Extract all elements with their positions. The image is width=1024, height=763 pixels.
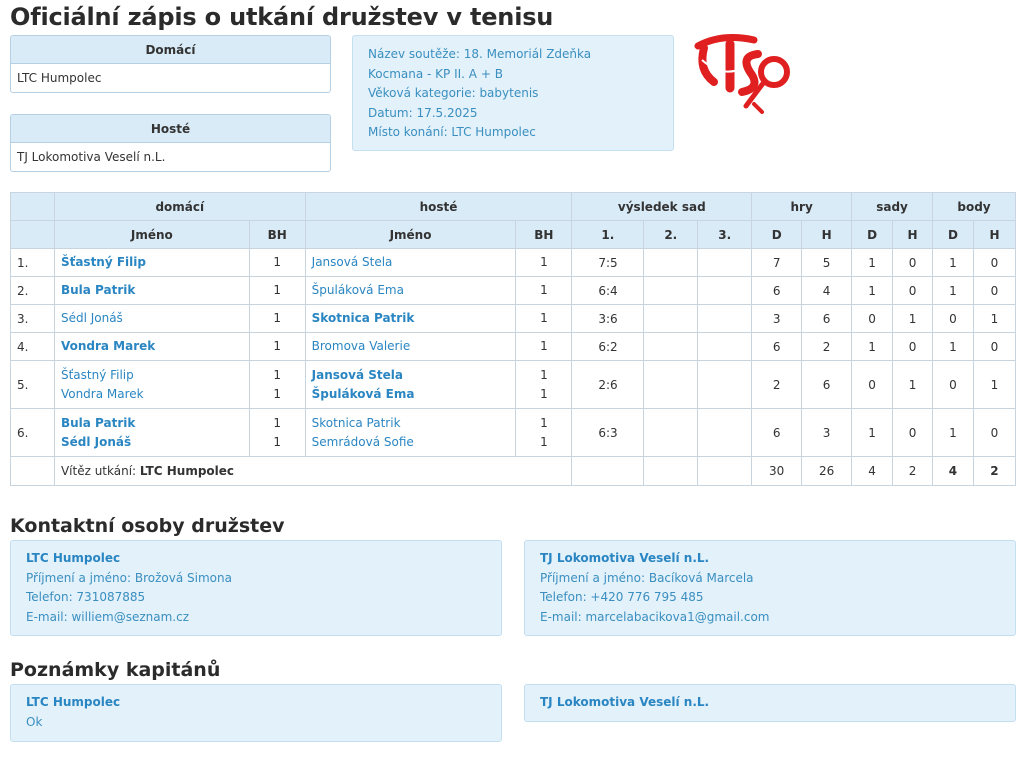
set-3-score [698,305,752,333]
guest-bh-cell [516,305,572,333]
table-row [11,361,1016,409]
games-d: 2 [752,361,802,409]
sets-h: 0 [893,249,933,277]
home-bh-value: 1 [273,283,281,297]
total-corner [11,457,55,486]
home-bh-cell [249,361,305,409]
set-1-score: 2:6 [572,361,644,409]
table-sub-header-row [11,221,1016,249]
header-guest-bh: BH [516,221,572,249]
guest-player-link[interactable]: Špuláková Ema [311,386,415,401]
header-corner-2 [11,221,55,249]
home-player-link[interactable]: Sédl Jonáš [60,434,132,449]
header-points: body [933,193,1016,221]
points-h: 0 [973,409,1015,457]
guest-player-link[interactable]: Špuláková Ema [311,283,404,297]
total-games-h: 26 [802,457,852,486]
points-d: 0 [933,305,974,333]
match-number: 4. [11,333,55,361]
set-1-score: 3:6 [572,305,644,333]
set-3-score [698,249,752,277]
guest-bh-cell [516,333,572,361]
total-set-2 [644,457,698,486]
match-winner-cell [54,457,571,486]
total-row [11,457,1016,486]
home-players-cell [54,333,249,361]
results-table [10,192,1016,486]
home-team-name: LTC Humpolec [17,71,102,85]
games-h: 6 [802,305,852,333]
points-d: 1 [933,409,974,457]
sets-d: 1 [852,277,893,305]
home-notes-team: LTC Humpolec [26,695,121,709]
total-set-3 [698,457,752,486]
table-row [11,333,1016,361]
set-3-score [698,333,752,361]
header-games-h: H [802,221,852,249]
guest-notes-box [524,684,1016,722]
home-bh-cell [249,409,305,457]
points-d: 0 [933,361,974,409]
guest-contact-phone: Telefon: +420 776 795 485 [540,590,704,604]
guest-players-cell [305,277,516,305]
guest-team-name: TJ Lokomotiva Veselí n.L. [17,150,166,164]
guest-player-link[interactable]: Jansová Stela [311,255,393,269]
set-1-score: 7:5 [572,249,644,277]
guest-contact-box [524,540,1016,636]
games-h: 3 [802,409,852,457]
games-h: 4 [802,277,852,305]
home-notes-text: Ok [26,714,43,729]
home-bh-value: 1 [273,311,281,325]
guest-bh-cell [516,249,572,277]
match-info-box [352,35,674,151]
guest-contact-name: Příjmení a jméno: Bacíková Marcela [540,570,754,585]
header-set-2: 2. [644,221,698,249]
home-players-cell [54,305,249,333]
home-team-header: Domácí [11,36,330,64]
points-d: 1 [933,249,974,277]
sets-h: 1 [893,361,933,409]
home-contact-email: E-mail: williem@seznam.cz [26,609,189,624]
games-h: 6 [802,361,852,409]
match-number: 3. [11,305,55,333]
home-bh-cell [249,333,305,361]
home-contact-phone: Telefon: 731087885 [26,590,146,604]
home-team-box [10,35,331,93]
games-d: 6 [752,277,802,305]
winner-label: Vítěz utkání: [60,464,137,478]
table-row [11,409,1016,457]
guest-bh-value: 1 [540,434,548,449]
header-points-d: D [933,221,974,249]
total-points-h: 2 [973,457,1015,486]
header-sets-d: D [852,221,893,249]
sets-h: 0 [893,277,933,305]
guest-player-link[interactable]: Bromova Valerie [311,339,411,353]
guest-players-cell [305,305,516,333]
sets-d: 1 [852,409,893,457]
guest-bh-value: 1 [540,367,548,382]
total-points-d: 4 [933,457,974,486]
match-venue: Místo konání: LTC Humpolec [368,125,536,139]
points-h: 1 [973,305,1015,333]
match-number: 6. [11,409,55,457]
table-group-header-row [11,193,1016,221]
total-games-d: 30 [752,457,802,486]
games-d: 3 [752,305,802,333]
guest-contact-email: E-mail: marcelabacikova1@gmail.com [540,609,770,624]
home-bh-value: 1 [273,386,281,401]
home-player-link[interactable]: Šťastný Filip [60,367,134,382]
guest-player-link[interactable]: Skotnica Patrik [311,311,415,325]
competition-name: Název soutěže: 18. Memoriál Zdeňka [368,47,592,61]
sets-d: 1 [852,333,893,361]
games-h: 2 [802,333,852,361]
total-sets-h: 2 [893,457,933,486]
home-bh-cell [249,277,305,305]
guest-player-link[interactable]: Jansová Stela [311,367,403,382]
games-h: 5 [802,249,852,277]
guest-bh-value: 1 [540,311,548,325]
guest-player-link[interactable]: Semrádová Sofie [311,434,414,449]
set-1-score: 6:3 [572,409,644,457]
guest-bh-value: 1 [540,415,548,430]
sets-h: 1 [893,305,933,333]
set-1-score: 6:4 [572,277,644,305]
set-3-score [698,409,752,457]
set-2-score [644,277,698,305]
home-bh-value: 1 [273,255,281,269]
set-2-score [644,409,698,457]
points-d: 1 [933,333,974,361]
home-player-link[interactable]: Sédl Jonáš [60,311,123,325]
header-guest: hosté [305,193,572,221]
guest-bh-value: 1 [540,339,548,353]
home-players-cell [54,361,249,409]
match-number: 5. [11,361,55,409]
header-set-1: 1. [572,221,644,249]
home-bh-cell [249,249,305,277]
home-bh-value: 1 [273,339,281,353]
page-title: Oficiální zápis o utkání družstev v tenisu [10,3,554,31]
home-players-cell [54,409,249,457]
home-contact-box [10,540,502,636]
guest-bh-value: 1 [540,283,548,297]
home-player-link[interactable]: Vondra Marek [60,386,144,401]
points-h: 0 [973,277,1015,305]
guest-notes-team: TJ Lokomotiva Veselí n.L. [540,695,710,709]
header-corner [11,193,55,221]
set-3-score [698,277,752,305]
total-set-1 [572,457,644,486]
results-body [11,249,1016,457]
guest-bh-value: 1 [540,386,548,401]
guest-player-link[interactable]: Skotnica Patrik [311,415,401,430]
header-sets-h: H [893,221,933,249]
club-logo-icon [692,30,798,114]
header-home-name: Jméno [54,221,249,249]
header-set-result: výsledek sad [572,193,752,221]
guest-bh-cell [516,277,572,305]
winner-name: LTC Humpolec [139,464,235,478]
header-games-d: D [752,221,802,249]
sets-d: 1 [852,249,893,277]
points-h: 1 [973,361,1015,409]
header-games: hry [752,193,852,221]
age-category: Věková kategorie: babytenis [368,86,539,100]
points-d: 1 [933,277,974,305]
guest-players-cell [305,409,516,457]
games-d: 6 [752,409,802,457]
set-2-score [644,333,698,361]
set-2-score [644,249,698,277]
games-d: 7 [752,249,802,277]
header-set-3: 3. [698,221,752,249]
set-2-score [644,361,698,409]
home-bh-value: 1 [273,367,281,382]
games-d: 6 [752,333,802,361]
guest-contact-team: TJ Lokomotiva Veselí n.L. [540,551,710,565]
set-3-score [698,361,752,409]
competition-name-cont: Kocmana - KP II. A + B [368,66,503,81]
header-guest-name: Jméno [305,221,516,249]
home-bh-value: 1 [273,434,281,449]
sets-d: 0 [852,361,893,409]
home-player-link[interactable]: Šťastný Filip [60,255,146,269]
guest-team-header: Hosté [11,115,330,143]
match-date: Datum: 17.5.2025 [368,105,478,120]
notes-title: Poznámky kapitánů [10,659,221,681]
sets-h: 0 [893,333,933,361]
home-bh-cell [249,305,305,333]
table-row [11,305,1016,333]
contacts-title: Kontaktní osoby družstev [10,515,285,537]
table-row [11,277,1016,305]
home-player-link[interactable]: Bula Patrik [60,283,136,297]
sets-d: 0 [852,305,893,333]
home-players-cell [54,249,249,277]
total-sets-d: 4 [852,457,893,486]
home-player-link[interactable]: Bula Patrik [60,415,136,430]
guest-bh-cell [516,409,572,457]
guest-players-cell [305,333,516,361]
home-bh-value: 1 [273,415,281,430]
sets-h: 0 [893,409,933,457]
guest-players-cell [305,361,516,409]
header-home-bh: BH [249,221,305,249]
match-number: 1. [11,249,55,277]
guest-bh-cell [516,361,572,409]
home-notes-box [10,684,502,742]
guest-bh-value: 1 [540,255,548,269]
match-number: 2. [11,277,55,305]
home-contact-team: LTC Humpolec [26,551,121,565]
points-h: 0 [973,333,1015,361]
table-row [11,249,1016,277]
guest-team-box [10,114,331,172]
set-1-score: 6:2 [572,333,644,361]
header-sets: sady [852,193,933,221]
header-home: domácí [54,193,305,221]
header-points-h: H [973,221,1015,249]
home-contact-name: Příjmení a jméno: Brožová Simona [26,570,232,585]
set-2-score [644,305,698,333]
guest-players-cell [305,249,516,277]
points-h: 0 [973,249,1015,277]
home-players-cell [54,277,249,305]
home-player-link[interactable]: Vondra Marek [60,339,156,353]
